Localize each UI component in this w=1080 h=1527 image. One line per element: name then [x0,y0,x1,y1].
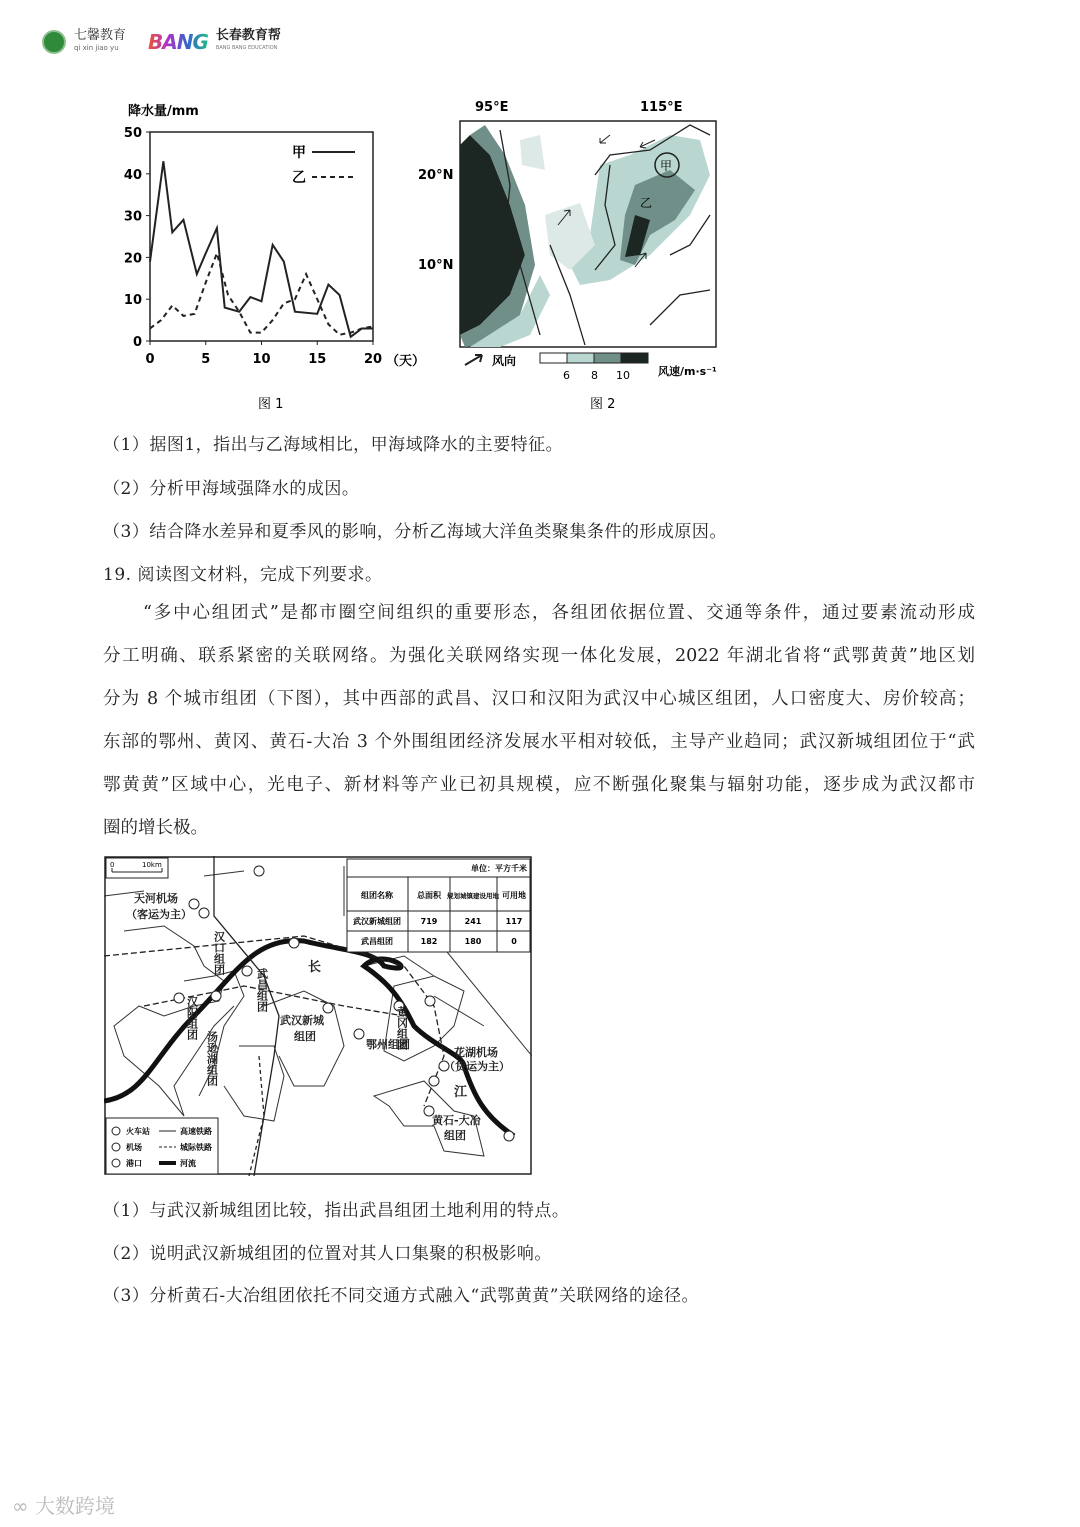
label-xincheng-2: 组团 [294,1030,316,1043]
table-cell: 武昌组团 [361,937,393,946]
material-line: “多中心组团式”是都市圈空间组织的重要形态，各组团依据位置、交通等条件，通过要素流动形成 [143,603,975,623]
table-cell: 0 [511,937,517,946]
material-line: 东部的鄂州、黄冈、黄石-大冶 3 个外围组团经济发展水平相对较低，主导产业趋同；武汉新城组团位于“武 [103,732,975,752]
watermark-text: 大数跨境 [35,1494,116,1518]
station-icon [112,1127,120,1135]
legend-intercity: 城际铁路 [180,1143,212,1152]
speed-scale-segment [567,353,594,363]
label-hanyang: 汉阳组团 [185,996,199,1040]
watermark [12,1490,115,1519]
x-axis-unit: （天） [386,354,426,369]
y-tick-label: 0 [132,335,142,350]
figure-1-chart [110,95,430,415]
scale-end: 10km [142,861,162,869]
wind-speed-scale [540,353,648,363]
table-unit: 单位：平方千米 [471,864,527,873]
speed-tick-10: 10 [616,369,630,382]
wind-direction-legend-icon [465,355,482,365]
material-line: 圈的增长极。 [103,818,208,838]
table-cell: 117 [505,917,523,926]
qixin-logo-icon [42,30,66,54]
wind-direction-legend-label: 风向 [492,354,517,368]
figure-2-caption: 图 2 [590,397,616,412]
brand-qixin-pinyin: qi xin jiao yu [74,44,119,52]
figure-1-caption: 图 1 [258,397,284,412]
material-line: 分为 8 个城市组团（下图），其中西部的武昌、汉口和汉阳为武汉中心城区组团，人口密度大、房价较高； [103,689,975,709]
brand-qixin-name: 七馨教育 [74,28,127,43]
yi-label: 乙 [640,196,653,210]
lon-95-label: 95°E [475,100,509,115]
table-cell: 武汉新城组团 [353,917,401,926]
label-xincheng: 武汉新城 [280,1014,324,1027]
table-cell: 180 [464,937,482,946]
plot-frame [150,132,373,341]
q19-material [103,598,975,856]
bang-logo: BANG [148,30,208,54]
material-line: 鄂黄黄”区域中心，光电子、新材料等产业已初具规模，应不断强化聚集与辐射功能，逐步成为武汉都市 [103,775,975,795]
label-huahu-airport: 花湖机场 [454,1046,498,1059]
q19-part3: （3）分析黄石-大冶组团依托不同交通方式融入“武鄂黄黄”关联网络的途径。 [103,1286,699,1306]
table-cell: 182 [420,937,438,946]
x-tick-label: 10 [252,352,271,367]
material-line: 分工明确、联系紧密的关联网络。为强化关联网络实现一体化发展，2022 年湖北省将“武鄂黄黄”地区划 [103,646,975,666]
y-tick-label: 50 [123,126,142,141]
label-hankou: 汉口组团 [212,931,226,975]
legend-airport: 机场 [126,1143,142,1152]
speed-scale-segment [621,353,648,363]
q19-title: 19. 阅读图文材料，完成下列要求。 [103,565,383,585]
y-tick-label: 30 [123,209,142,225]
label-chang: 长 [308,960,322,975]
label-tianhe-airport: 天河机场 [134,892,178,905]
port-icon [112,1159,120,1167]
speed-scale-segment [594,353,621,363]
figure-2-map [410,95,740,415]
table-cell: 241 [464,917,482,926]
x-tick-label: 20 [363,352,383,367]
label-tangxun: 汤逊湖组团 [205,1031,219,1086]
y-tick-label: 10 [123,293,142,309]
map-legend [106,1118,218,1174]
header-logos [42,30,281,54]
x-tick-label: 5 [201,352,211,367]
speed-unit-label: 风速/m·s⁻¹ [658,365,717,378]
label-huahu-note: （货运为主） [444,1060,510,1073]
legend-jia-label: 甲 [292,145,306,161]
brand-changchun-name: 长春教育帮 [215,28,281,43]
brand-changchun [216,30,281,54]
label-tianhe-note: （客运为主） [126,908,192,921]
jia-label: 甲 [660,159,673,173]
label-wuchang: 武昌组团 [255,968,269,1012]
wuhan-cluster-map [104,856,532,1176]
label-huangshi: 黄石-大冶 [432,1114,481,1127]
scale-bar [106,858,168,878]
x-tick-label: 15 [308,352,327,367]
series-line-jia [150,161,373,337]
scale-start: 0 [110,861,115,869]
x-tick-label: 0 [145,352,155,367]
q18-part2: （2）分析甲海域强降水的成因。 [103,479,360,499]
label-huanggang: 黄冈组团 [395,1006,409,1050]
brand-qixin [74,30,126,54]
y-tick-label: 20 [123,251,142,267]
table-header: 可用地 [502,891,526,900]
speed-scale-segment [540,353,567,363]
legend-river: 河流 [180,1159,196,1168]
lon-115-label: 115°E [640,100,683,115]
q19-part1: （1）与武汉新城组团比较，指出武昌组团土地利用的特点。 [103,1201,570,1221]
y-axis-label: 降水量/mm [128,104,199,119]
table-header: 规划城镇建设用地 [447,892,499,900]
table-header: 总面积 [417,891,441,900]
lat-20-label: 20°N [418,168,454,183]
legend-yi-label: 乙 [292,170,306,186]
land-use-table [347,859,530,952]
label-jiang: 江 [454,1085,468,1100]
table-header: 组团名称 [361,891,393,900]
q18-part1: （1）据图1，指出与乙海域相比，甲海域降水的主要特征。 [103,435,564,455]
legend-station: 火车站 [126,1127,150,1136]
speed-tick-6: 6 [563,369,570,382]
airport-icon [112,1143,120,1151]
legend-port: 港口 [126,1159,142,1168]
table-cell: 719 [420,917,438,926]
brand-changchun-sub: BANG BANG EDUCATION [215,45,278,51]
watermark-logo-icon: ∞ [12,1494,36,1518]
speed-tick-8: 8 [591,369,598,382]
q18-part3: （3）结合降水差异和夏季风的影响，分析乙海域大洋鱼类聚集条件的形成原因。 [103,522,727,542]
y-tick-label: 40 [123,167,142,183]
lat-10-label: 10°N [418,258,454,273]
label-ezhou: 鄂州组团 [366,1038,410,1051]
legend-hsr: 高速铁路 [180,1127,212,1136]
q19-part2: （2）说明武汉新城组团的位置对其人口集聚的积极影响。 [103,1244,552,1264]
label-huangshi-2: 组团 [444,1129,466,1142]
